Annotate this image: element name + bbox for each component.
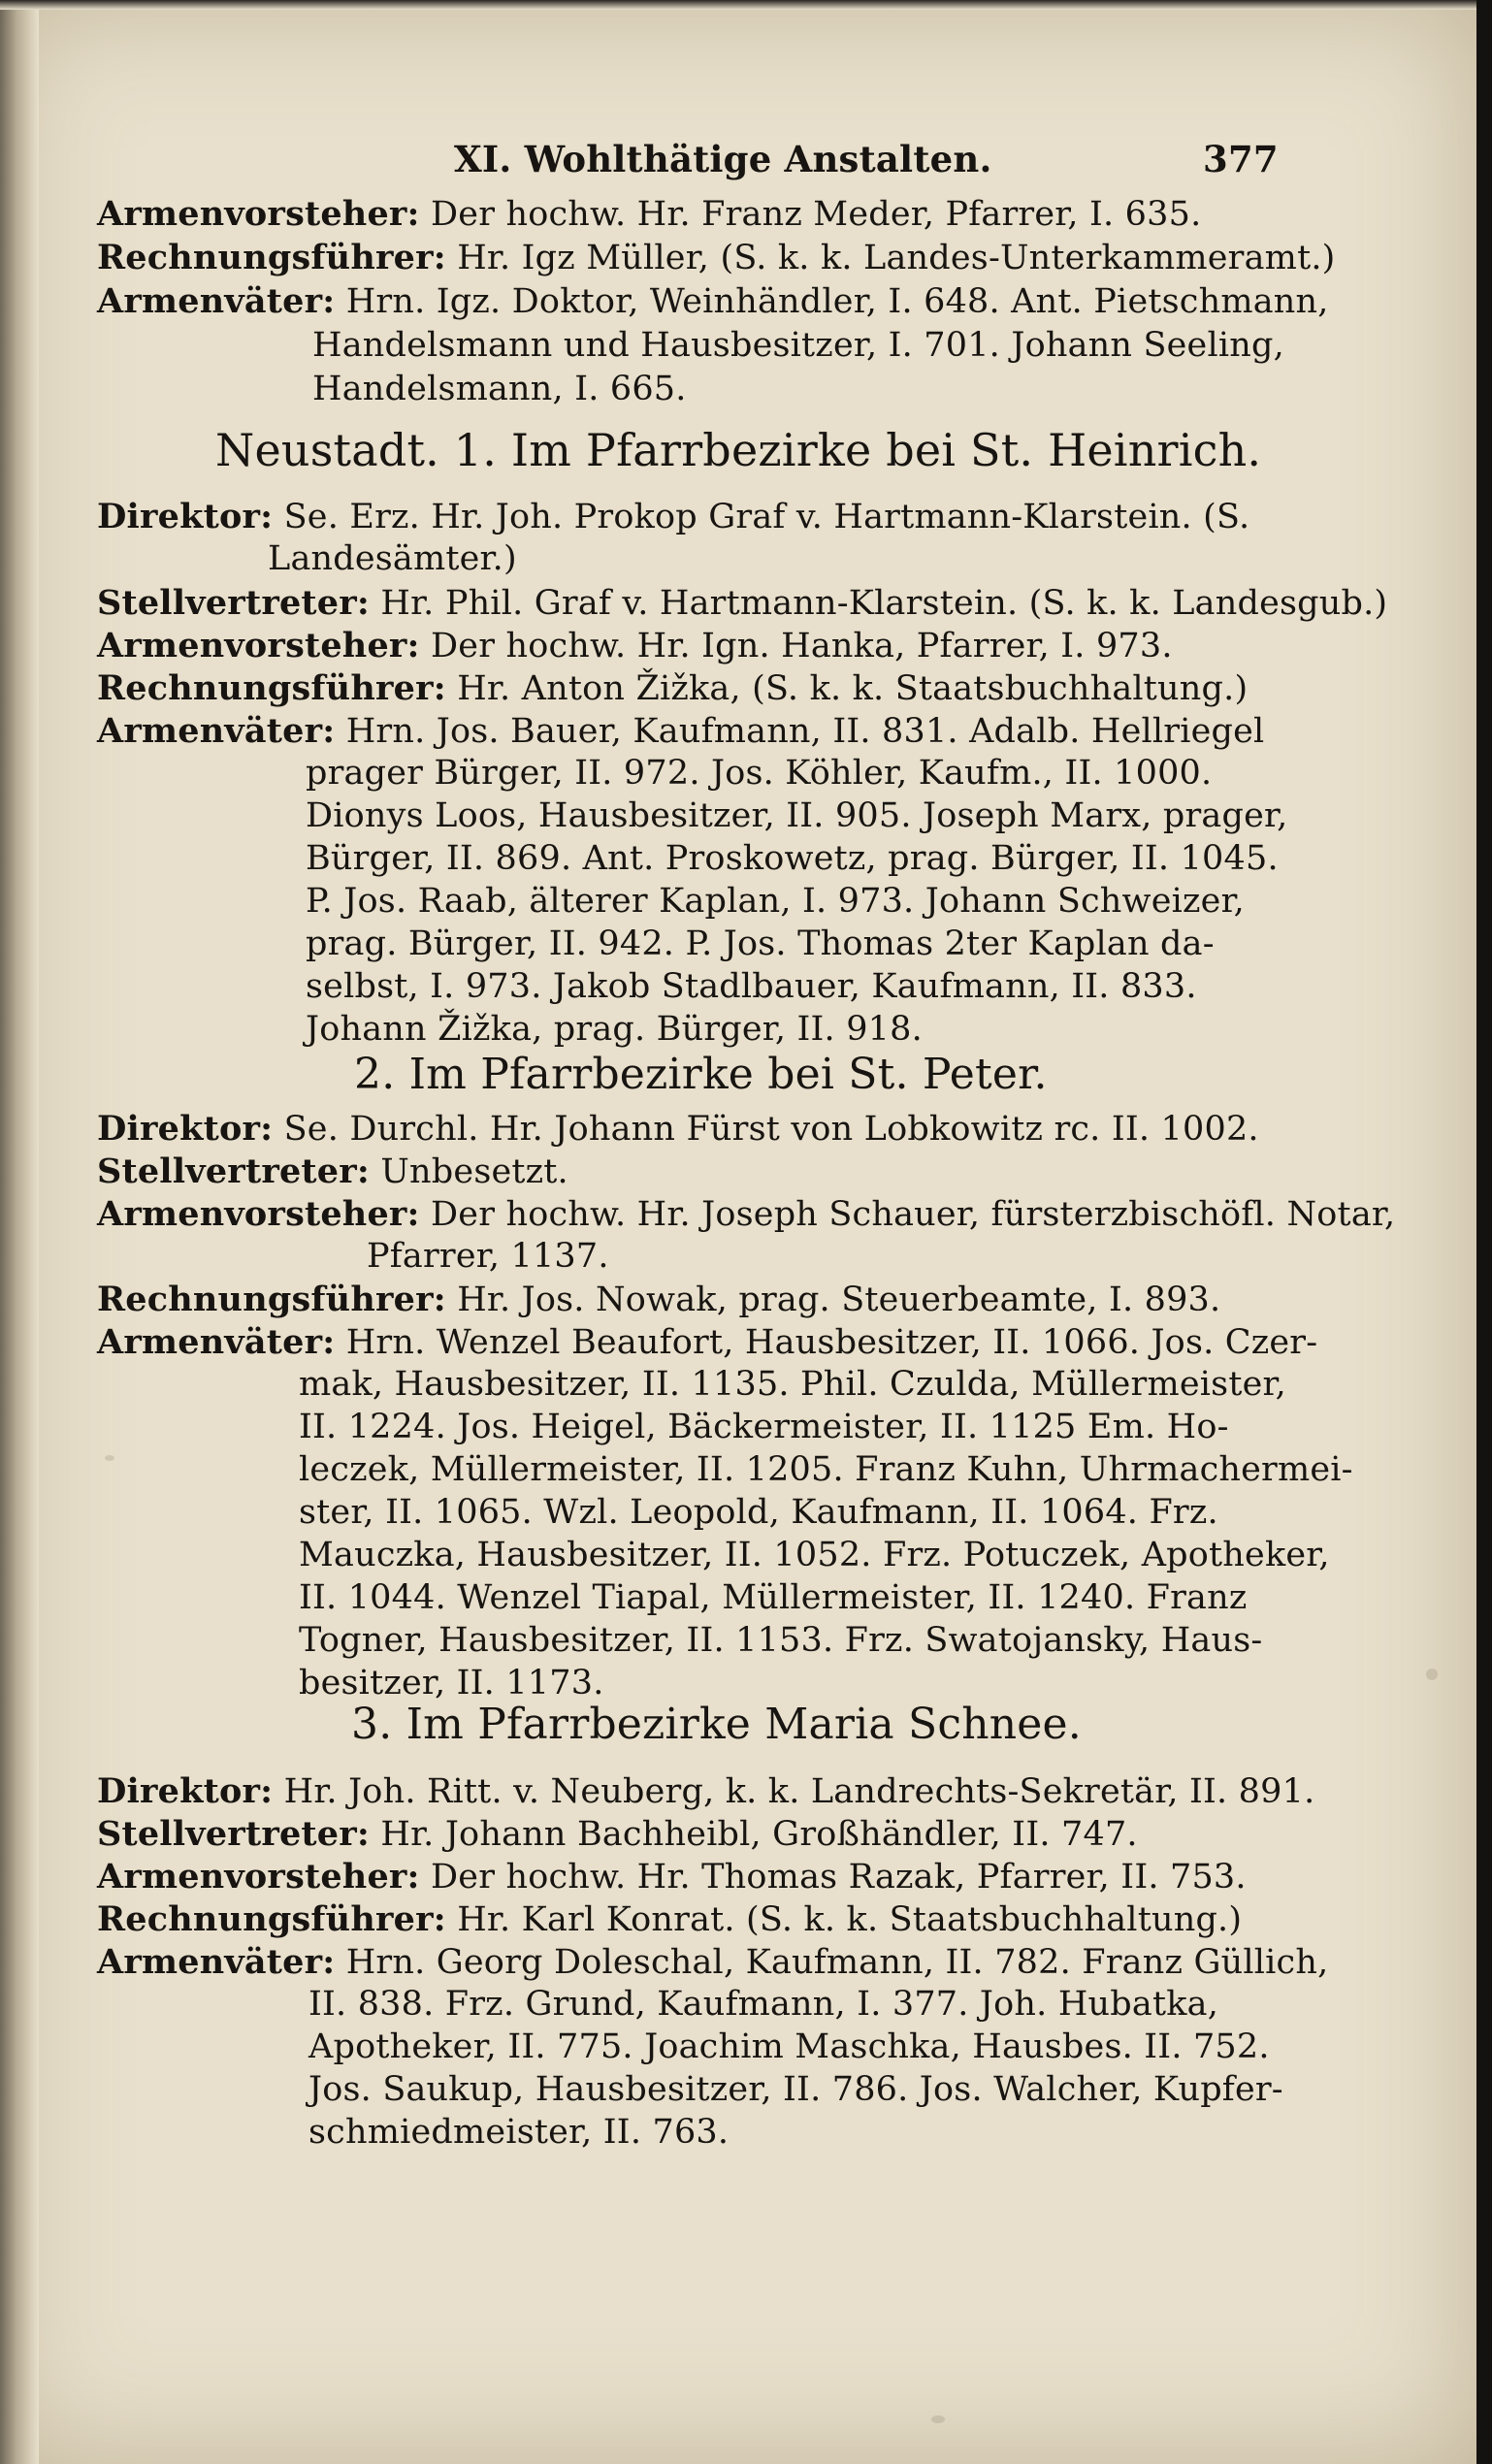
entry-text: Hr. Anton Žižka, (S. k. k. Staatsbuchhaltung.) [457,669,1249,708]
entry-label: Direktor: [97,497,274,536]
entry-line [97,281,1329,321]
entry-label: Armenvorsteher: [97,626,420,665]
running-header-title: XI. Wohlthätige Anstalten. [454,138,992,180]
entry-label: Stellvertreter: [97,1151,371,1191]
entry-continuation: II. 1224. Jos. Heigel, Bäckermeister, II. 1125 Em. Ho- [299,1408,1229,1446]
entry-label: Armenvorsteher: [97,194,420,234]
entry-line [97,1194,1395,1234]
entry-line [97,1280,1220,1319]
entry-text: Se. Durchl. Hr. Johann Fürst von Lobkowitz rc. II. 1002. [283,1110,1259,1149]
entry-text: Hr. Johann Bachheibl, Großhändler, II. 747. [380,1815,1138,1854]
entry-line [97,1322,1317,1362]
entry-continuation: Johann Žižka, prag. Bürger, II. 918. [306,1010,923,1049]
entry-continuation: ster, II. 1065. Wzl. Leopold, Kaufmann, II. 1064. Frz. [299,1493,1218,1532]
entry-label: Direktor: [97,1109,274,1149]
entry-continuation: selbst, I. 973. Jakob Stadlbauer, Kaufmann, II. 833. [306,967,1197,1006]
entry-label: Armenväter: [97,281,336,321]
entry-line [97,1109,1259,1149]
entry-text: Hr. Karl Konrat. (S. k. k. Staatsbuchhaltung.) [457,1900,1243,1939]
entry-continuation: Handelsmann und Hausbesitzer, I. 701. Johann Seeling, [312,326,1284,365]
page-top-shadow [0,0,1476,10]
entry-continuation: Dionys Loos, Hausbesitzer, II. 905. Joseph Marx, prager, [306,796,1288,835]
section-heading: Neustadt. 1. Im Pfarrbezirke bei St. Heinrich. [215,424,1262,476]
entry-text: Hrn. Jos. Bauer, Kaufmann, II. 831. Adalb. Hellriegel [345,712,1265,751]
entry-text: Hr. Jos. Nowak, prag. Steuerbeamte, I. 893. [457,1281,1221,1319]
entry-continuation: prag. Bürger, II. 942. P. Jos. Thomas 2ter Kaplan da- [306,924,1215,963]
ink-smudge [105,1455,114,1461]
entry-label: Armenväter: [97,711,336,751]
entry-label: Stellvertreter: [97,583,371,623]
entry-text: Hrn. Wenzel Beaufort, Hausbesitzer, II. 1066. Jos. Czer- [345,1323,1318,1362]
page-gutter [0,0,39,2464]
entry-text: Der hochw. Hr. Thomas Razak, Pfarrer, II. 753. [431,1858,1247,1897]
entry-continuation: leczek, Müllermeister, II. 1205. Franz Kuhn, Uhrmachermei- [299,1450,1353,1489]
entry-label: Stellvertreter: [97,1814,371,1854]
entry-label: Rechnungsführer: [97,668,446,708]
entry-label: Rechnungsführer: [97,1280,446,1319]
entry-label: Armenvorsteher: [97,1857,420,1897]
entry-continuation: Mauczka, Hausbesitzer, II. 1052. Frz. Potuczek, Apotheker, [299,1536,1330,1574]
entry-text: Der hochw. Hr. Joseph Schauer, fürsterzbischöfl. Notar, [431,1195,1396,1234]
entry-text: Der hochw. Hr. Ign. Hanka, Pfarrer, I. 973. [431,627,1173,665]
entry-line [97,626,1173,665]
entry-label: Rechnungsführer: [97,238,446,277]
entry-continuation: Landesämter.) [268,539,517,578]
entry-line [97,1857,1247,1897]
entry-continuation: II. 1044. Wenzel Tiapal, Müllermeister, II. 1240. Franz [299,1578,1248,1617]
entry-label: Rechnungsführer: [97,1899,446,1939]
entry-line [97,583,1387,623]
entry-continuation: schmiedmeister, II. 763. [308,2113,730,2152]
section-heading: 3. Im Pfarrbezirke Maria Schnee. [351,1700,1082,1749]
entry-continuation: besitzer, II. 1173. [299,1664,604,1702]
entry-text: Unbesetzt. [380,1152,568,1191]
entry-label: Armenväter: [97,1322,336,1362]
entry-continuation: mak, Hausbesitzer, II. 1135. Phil. Czulda, Müllermeister, [299,1365,1286,1404]
ink-smudge [931,2415,945,2423]
entry-label: Armenvorsteher: [97,1194,420,1234]
entry-continuation: Bürger, II. 869. Ant. Proskowetz, prag. Bürger, II. 1045. [306,839,1279,878]
entry-line [97,711,1264,751]
entry-label: Direktor: [97,1771,274,1811]
entry-text: Se. Erz. Hr. Joh. Prokop Graf v. Hartmann-Klarstein. (S. [283,498,1250,536]
entry-continuation: prager Bürger, II. 972. Jos. Köhler, Kaufm., II. 1000. [306,754,1213,793]
entry-line [97,1814,1138,1854]
entry-line [97,497,1249,536]
entry-line [97,238,1336,277]
entry-line [97,1899,1242,1939]
entry-text: Hrn. Georg Doleschal, Kaufmann, II. 782. Franz Güllich, [345,1943,1329,1982]
entry-text: Der hochw. Hr. Franz Meder, Pfarrer, I. 635. [431,195,1202,234]
ink-smudge [1426,1669,1438,1680]
entry-line [97,1771,1314,1811]
entry-line [97,1942,1328,1982]
entry-continuation: Togner, Hausbesitzer, II. 1153. Frz. Swatojansky, Haus- [299,1621,1263,1660]
entry-line [97,194,1201,234]
entry-line [97,1151,568,1191]
page-number: 377 [1203,138,1279,180]
entry-continuation: Apotheker, II. 775. Joachim Maschka, Hausbes. II. 752. [308,2027,1270,2066]
section-heading: 2. Im Pfarrbezirke bei St. Peter. [354,1050,1048,1099]
entry-text: Hr. Phil. Graf v. Hartmann-Klarstein. (S. k. k. Landesgub.) [380,584,1388,623]
entry-continuation: Pfarrer, 1137. [367,1237,609,1276]
book-edge [1476,0,1492,2464]
entry-line [97,668,1248,708]
entry-continuation: II. 838. Frz. Grund, Kaufmann, I. 377. Joh. Hubatka, [308,1985,1219,2024]
entry-continuation: Jos. Saukup, Hausbesitzer, II. 786. Jos. Walcher, Kupfer- [308,2070,1283,2109]
entry-text: Hr. Joh. Ritt. v. Neuberg, k. k. Landrechts-Sekretär, II. 891. [283,1772,1315,1811]
entry-text: Hrn. Igz. Doktor, Weinhändler, I. 648. Ant. Pietschmann, [345,282,1329,321]
entry-label: Armenväter: [97,1942,336,1982]
entry-continuation: Handelsmann, I. 665. [312,370,687,408]
entry-text: Hr. Igz Müller, (S. k. k. Landes-Unterkammeramt.) [457,239,1336,277]
entry-continuation: P. Jos. Raab, älterer Kaplan, I. 973. Johann Schweizer, [306,882,1245,921]
